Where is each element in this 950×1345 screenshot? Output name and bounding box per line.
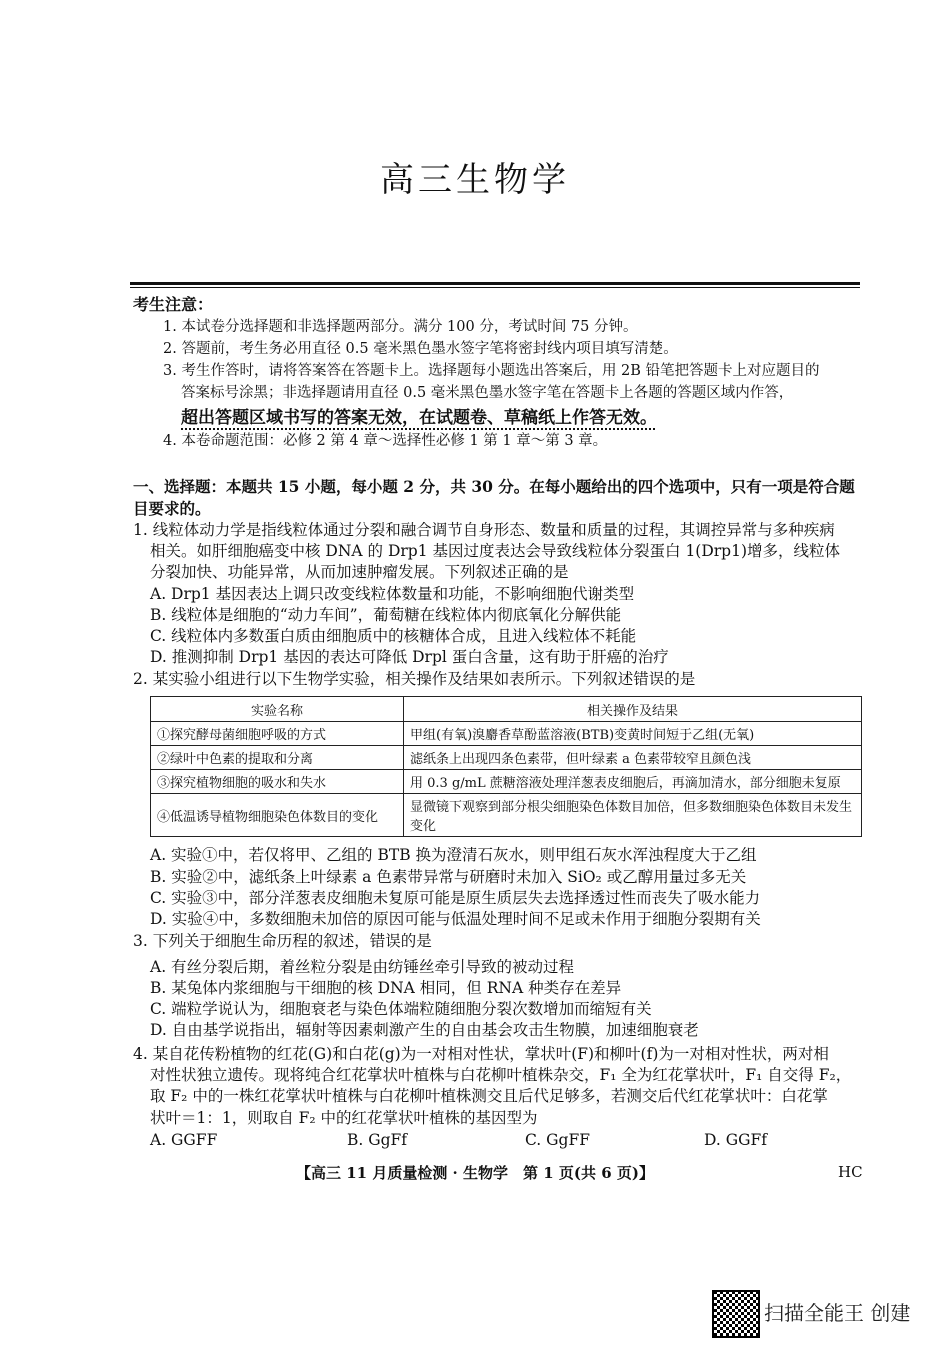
- experiment-table: [150, 696, 862, 837]
- table-cell: 甲组(有氧)溴麝香草酚蓝溶液(BTB)变黄时间短于乙组(无氧): [404, 722, 862, 746]
- q4-line-1: 4. 某自花传粉植物的红花(G)和白花(g)为一对相对性状，掌状叶(F)和柳叶(f)为一对相对性状，两对相: [133, 1045, 829, 1063]
- q4-option-b: B. GgFf: [347, 1131, 408, 1149]
- notice-item-1: 1. 本试卷分选择题和非选择题两部分。满分 100 分，考试时间 75 分钟。: [163, 319, 638, 335]
- table-header: 实验名称: [151, 697, 404, 722]
- q2-option-b: B. 实验②中，滤纸条上叶绿素 a 色素带异常与研磨时未加入 SiO₂ 或乙醇用量过多无关: [150, 868, 747, 886]
- q2-option-a: A. 实验①中，若仅将甲、乙组的 BTB 换为澄清石灰水，则甲组石灰水浑浊程度大于乙组: [150, 846, 757, 864]
- q4-line-4: 状叶＝1：1，则取自 F₂ 中的红花掌状叶植株的基因型为: [150, 1109, 538, 1127]
- q4-option-a: A. GGFF: [150, 1131, 218, 1149]
- q4-option-d: D. GGFf: [704, 1131, 767, 1149]
- q3-option-c: C. 端粒学说认为，细胞衰老与染色体端粒随细胞分裂次数增加而缩短有关: [150, 1000, 652, 1018]
- table-cell: 显微镜下观察到部分根尖细胞染色体数目加倍，但多数细胞染色体数目未发生变化: [404, 794, 862, 837]
- scanner-watermark: 扫描全能王 创建: [764, 1301, 911, 1325]
- q3-stem: 3. 下列关于细胞生命历程的叙述，错误的是: [133, 932, 432, 950]
- q4-line-3: 取 F₂ 中的一株红花掌状叶植株与白花柳叶植株测交且后代足够多，若测交后代红花掌状叶：白花掌: [150, 1087, 828, 1105]
- table-header-row: [151, 697, 862, 722]
- notice-item-3: 3. 考生作答时，请将答案答在答题卡上。选择题每小题选出答案后，用 2B 铅笔把答题卡上对应题目的: [163, 363, 820, 379]
- table-cell: ②绿叶中色素的提取和分离: [151, 746, 404, 770]
- page-footer: 【高三 11 月质量检测 · 生物学 第 1 页(共 6 页)】: [296, 1164, 654, 1182]
- table-row: [151, 722, 862, 746]
- q1-option-c: C. 线粒体内多数蛋白质由细胞质中的核糖体合成，且进入线粒体不耗能: [150, 627, 637, 645]
- q3-option-d: D. 自由基学说指出，辐射等因素刺激产生的自由基会攻击生物膜，加速细胞衰老: [150, 1021, 699, 1039]
- q1-option-a: A. Drp1 基因表达上调只改变线粒体数量和功能，不影响细胞代谢类型: [150, 585, 635, 603]
- table-row: [151, 770, 862, 794]
- table-cell: ④低温诱导植物细胞染色体数目的变化: [151, 794, 404, 837]
- q3-option-b: B. 某兔体内浆细胞与干细胞的核 DNA 相同，但 RNA 种类存在差异: [150, 979, 622, 997]
- table-cell: ①探究酵母菌细胞呼吸的方式: [151, 722, 404, 746]
- divider-thin: [130, 287, 860, 288]
- q2-option-d: D. 实验④中，多数细胞未加倍的原因可能与低温处理时间不足或未作用于细胞分裂期有关: [150, 910, 761, 928]
- q4-line-2: 对性状独立遗传。现将纯合红花掌状叶植株与白花柳叶植株杂交，F₁ 全为红花掌状叶，F₁ 自交得 F₂，: [150, 1066, 852, 1084]
- notice-item-3-emphasis: 超出答题区域书写的答案无效，在试题卷、草稿纸上作答无效。: [181, 408, 657, 428]
- table-cell: ③探究植物细胞的吸水和失水: [151, 770, 404, 794]
- q2-stem: 2. 某实验小组进行以下生物学实验，相关操作及结果如表所示。下列叙述错误的是: [133, 670, 696, 688]
- notice-item-4: 4. 本卷命题范围：必修 2 第 4 章～选择性必修 1 第 1 章～第 3 章。: [163, 433, 608, 449]
- table-cell: 用 0.3 g/mL 蔗糖溶液处理洋葱表皮细胞后，再滴加清水，部分细胞未复原: [404, 770, 862, 794]
- qr-code-icon: [712, 1290, 760, 1338]
- divider-thick: [130, 282, 860, 285]
- section-heading: 一、选择题：本题共 15 小题，每小题 2 分，共 30 分。在每小题给出的四个选项中，只有一项是符合题目要求的。: [133, 477, 855, 518]
- notice-item-3-cont: 答案标号涂黑；非选择题请用直径 0.5 毫米黑色墨水签字笔在答题卡上各题的答题区域内作答，: [181, 385, 794, 401]
- footer-code: HC: [838, 1163, 863, 1181]
- q1-option-d: D. 推测抑制 Drp1 基因的表达可降低 Drpl 蛋白含量，这有助于肝癌的治疗: [150, 648, 669, 666]
- table-row: [151, 794, 862, 837]
- q1-line-1: 1. 线粒体动力学是指线粒体通过分裂和融合调节自身形态、数量和质量的过程，其调控异常与多种疾病: [133, 521, 835, 539]
- notice-item-2: 2. 答题前，考生务必用直径 0.5 毫米黑色墨水签字笔将密封线内项目填写清楚。: [163, 341, 678, 357]
- q1-option-b: B. 线粒体是细胞的“动力车间”，葡萄糖在线粒体内彻底氧化分解供能: [150, 606, 622, 624]
- notice-heading: 考生注意：: [133, 295, 214, 314]
- table-row: [151, 746, 862, 770]
- q3-option-a: A. 有丝分裂后期，着丝粒分裂是由纺锤丝牵引导致的被动过程: [150, 958, 575, 976]
- q1-line-3: 分裂加快、功能异常，从而加速肿瘤发展。下列叙述正确的是: [150, 563, 569, 581]
- page-title: 高三生物学: [380, 160, 570, 200]
- table-header: 相关操作及结果: [404, 697, 862, 722]
- table-cell: 滤纸条上出现四条色素带，但叶绿素 a 色素带较窄且颜色浅: [404, 746, 862, 770]
- q4-option-c: C. GgFF: [525, 1131, 590, 1149]
- q2-option-c: C. 实验③中，部分洋葱表皮细胞未复原可能是原生质层失去选择透过性而丧失了吸水能力: [150, 889, 761, 907]
- q1-line-2: 相关。如肝细胞癌变中核 DNA 的 Drp1 基因过度表达会导致线粒体分裂蛋白 1(Drp1)增多，线粒体: [150, 542, 841, 560]
